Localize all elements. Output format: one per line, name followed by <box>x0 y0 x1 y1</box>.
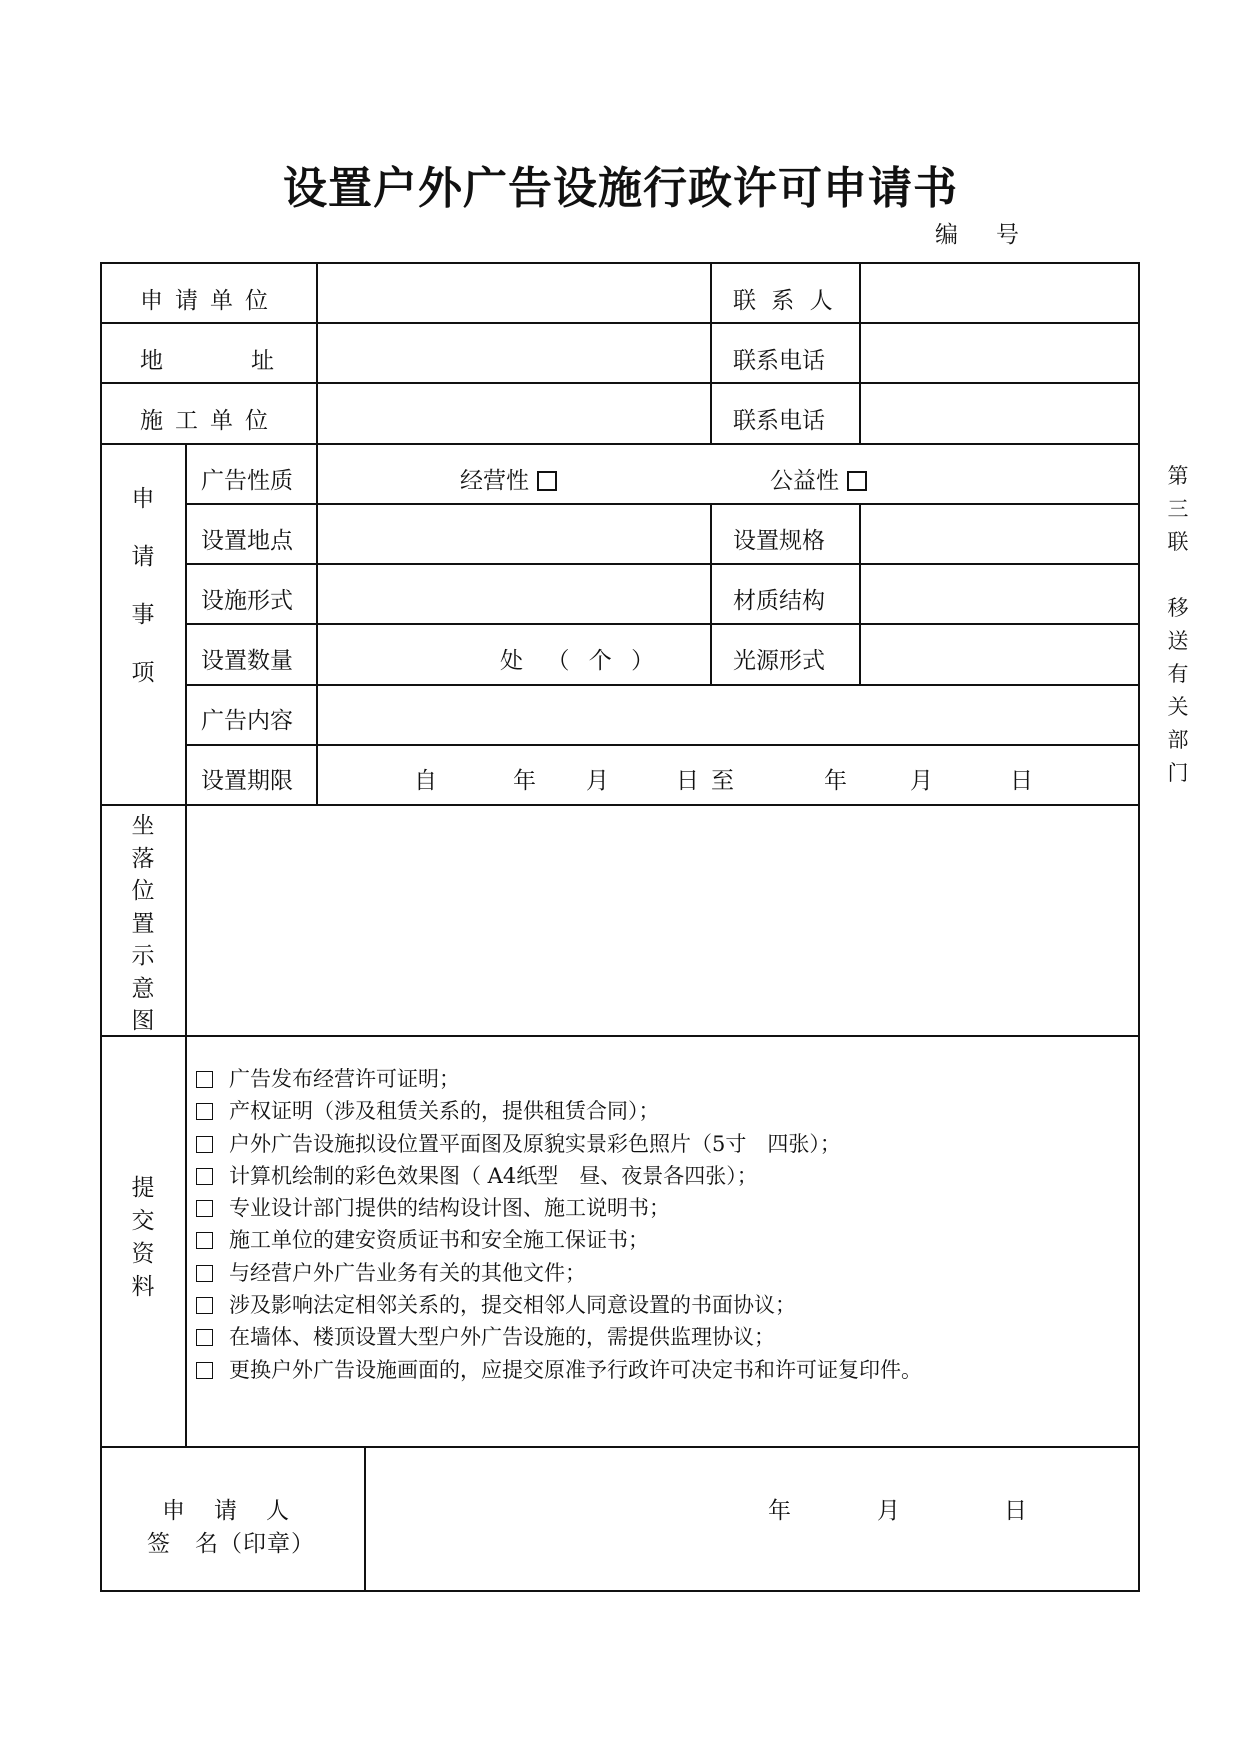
row-divider <box>185 744 1140 746</box>
label-char: 意 <box>131 975 155 1002</box>
col-divider <box>859 503 861 684</box>
row-divider <box>185 684 1140 686</box>
light-source-label: 光源形式 <box>733 648 825 674</box>
facility-form-label: 设施形式 <box>201 588 293 614</box>
period-to: 至 <box>711 768 734 794</box>
row-divider <box>100 382 1140 384</box>
document-text: 涉及影响法定相邻关系的，提交相邻人同意设置的书面协议； <box>229 1293 796 1318</box>
document-checkbox[interactable] <box>196 1168 213 1185</box>
specification-label: 设置规格 <box>733 528 825 554</box>
table-border-left <box>100 262 102 1592</box>
label-char: 项 <box>131 660 155 686</box>
items-group-label <box>128 470 158 702</box>
contact-person-label: 联 系 人 <box>733 288 837 314</box>
commercial-checkbox[interactable] <box>537 471 557 491</box>
commercial-option <box>460 470 557 493</box>
applicant-unit-label: 申请单位 <box>140 288 280 314</box>
list-item <box>196 1224 922 1256</box>
label-char: 料 <box>131 1274 155 1300</box>
document-checkbox[interactable] <box>196 1200 213 1217</box>
document-checkbox[interactable] <box>196 1362 213 1379</box>
label-char: 资 <box>131 1241 155 1267</box>
signature-year: 年 <box>768 1498 791 1524</box>
documents-label <box>128 1172 158 1304</box>
col-divider <box>710 262 712 443</box>
row-divider <box>185 563 1140 565</box>
sketch-area[interactable] <box>188 807 1136 1033</box>
table-border-top <box>100 262 1140 264</box>
serial-number-label: 编号 <box>935 222 1057 248</box>
list-item <box>196 1354 922 1386</box>
row-divider <box>185 503 1140 505</box>
construction-unit-label: 施工单位 <box>140 408 280 434</box>
period-year-1: 年 <box>513 768 536 794</box>
document-text: 广告发布经营许可证明； <box>229 1067 460 1091</box>
period-day-1: 日 <box>676 768 699 794</box>
label-char: 坐 <box>131 813 155 839</box>
period-from: 自 <box>414 768 437 794</box>
signature-month: 月 <box>877 1498 900 1524</box>
document-text: 计算机绘制的彩色效果图（ A4纸型 昼、夜景各四张）； <box>229 1163 758 1188</box>
list-item <box>196 1063 922 1095</box>
commercial-option-label: 经营性 <box>460 468 529 494</box>
documents-list <box>196 1063 922 1386</box>
contact-phone-label: 联系电话 <box>733 408 825 434</box>
label-char: 落 <box>131 845 155 872</box>
col-divider <box>316 262 318 443</box>
document-text: 与经营户外广告业务有关的其他文件； <box>229 1260 586 1285</box>
quantity-label: 设置数量 <box>201 648 293 674</box>
document-text: 专业设计部门提供的结构设计图、施工说明书； <box>229 1196 670 1221</box>
row-divider <box>100 1035 1140 1037</box>
label-char: 置 <box>131 910 155 937</box>
document-checkbox[interactable] <box>196 1103 213 1120</box>
document-checkbox[interactable] <box>196 1136 213 1153</box>
period-day-2: 日 <box>1010 768 1033 794</box>
material-structure-label: 材质结构 <box>733 588 825 614</box>
period-label: 设置期限 <box>201 768 293 794</box>
table-border-bottom <box>100 1590 1140 1592</box>
col-divider <box>859 262 861 443</box>
row-divider <box>185 623 1140 625</box>
public-welfare-option-label: 公益性 <box>770 468 839 494</box>
contact-phone-label: 联系电话 <box>733 348 825 374</box>
list-item <box>196 1257 922 1289</box>
row-divider <box>100 804 1140 806</box>
ad-nature-label: 广告性质 <box>201 468 293 494</box>
copy-note: 第三联 移 送 有 关 部 门 <box>1167 464 1189 785</box>
document-checkbox[interactable] <box>196 1232 213 1249</box>
location-label: 设置地点 <box>201 528 293 554</box>
applicant-label: 申 请 人 <box>162 1498 292 1524</box>
document-checkbox[interactable] <box>196 1329 213 1346</box>
public-welfare-option <box>770 470 867 493</box>
col-divider <box>185 443 187 1446</box>
list-item <box>196 1095 922 1127</box>
row-divider <box>100 1446 1140 1448</box>
label-char: 请 <box>131 544 155 570</box>
label-char: 交 <box>131 1208 155 1234</box>
col-divider <box>316 443 318 804</box>
document-text: 户外广告设施拟设位置平面图及原貌实景彩色照片（5寸 四张）； <box>229 1131 841 1156</box>
period-month-1: 月 <box>586 768 609 794</box>
document-text: 施工单位的建安资质证书和安全施工保证书； <box>229 1228 649 1253</box>
sketch-label <box>128 810 158 1038</box>
label-char: 申 <box>131 486 155 512</box>
label-char: 位 <box>131 878 155 904</box>
period-month-2: 月 <box>910 768 933 794</box>
list-item <box>196 1321 922 1353</box>
public-welfare-checkbox[interactable] <box>847 471 867 491</box>
form-title: 设置户外广告设施行政许可申请书 <box>283 163 958 214</box>
signature-seal-label: 签 名（印章） <box>147 1531 315 1557</box>
period-year-2: 年 <box>824 768 847 794</box>
list-item <box>196 1128 922 1160</box>
ad-content-label: 广告内容 <box>201 708 293 734</box>
document-checkbox[interactable] <box>196 1265 213 1282</box>
list-item <box>196 1289 922 1321</box>
document-checkbox[interactable] <box>196 1297 213 1314</box>
document-text: 更换户外广告设施画面的，应提交原准予行政许可决定书和许可证复印件。 <box>229 1357 922 1382</box>
label-char: 提 <box>131 1175 155 1201</box>
list-item <box>196 1160 922 1192</box>
table-border-right <box>1138 262 1140 1592</box>
signature-day: 日 <box>1004 1498 1027 1524</box>
col-divider <box>710 503 712 684</box>
document-text: 在墙体、楼顶设置大型户外广告设施的，需提供监理协议； <box>229 1325 775 1350</box>
label-char: 示 <box>131 943 155 969</box>
col-divider <box>364 1446 366 1591</box>
document-text: 产权证明（涉及租赁关系的，提供租赁合同）； <box>229 1099 660 1124</box>
row-divider <box>100 322 1140 324</box>
list-item <box>196 1192 922 1224</box>
row-divider <box>100 443 1140 445</box>
label-char: 事 <box>131 602 155 628</box>
quantity-unit: 处 （ 个 ） <box>500 648 661 674</box>
label-char: 图 <box>131 1008 155 1034</box>
address-label: 地 址 <box>140 348 288 374</box>
document-checkbox[interactable] <box>196 1071 213 1088</box>
